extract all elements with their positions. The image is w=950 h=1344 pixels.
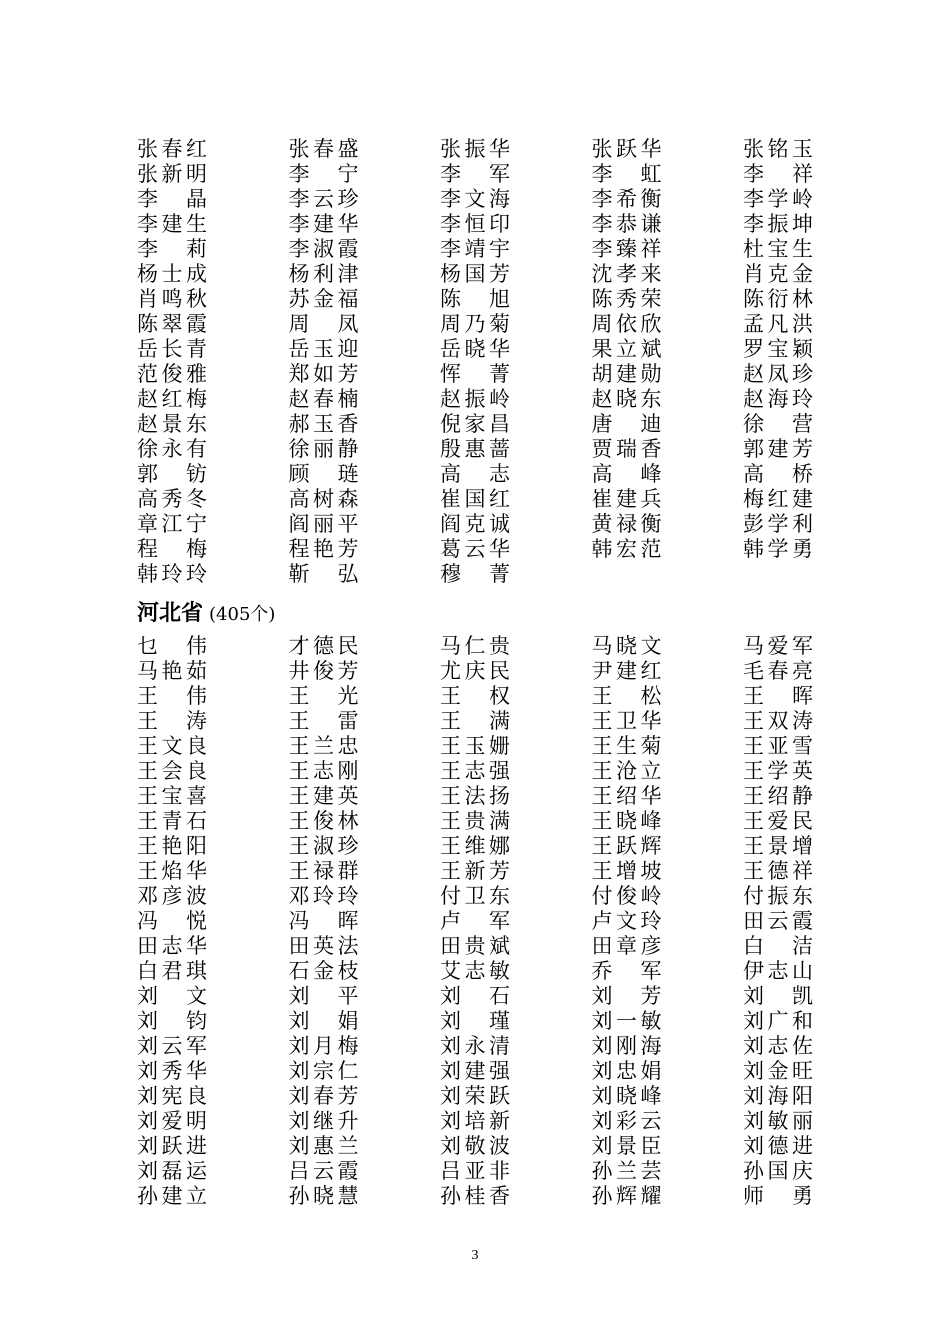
name-entry: 殷惠蔷	[440, 437, 510, 461]
name-entry: 张振华	[440, 137, 510, 161]
name-entry: 王焰华	[137, 859, 207, 883]
name-entry: 刘宗仁	[288, 1059, 359, 1083]
name-entry: 刘云军	[137, 1034, 207, 1058]
name-entry: 卢军	[440, 909, 510, 933]
name-entry: 周乃菊	[440, 312, 510, 336]
name-entry: 王爱民	[743, 809, 813, 833]
name-entry: 王跃辉	[591, 834, 662, 858]
name-entry: 韩玲玲	[137, 562, 207, 586]
name-entry: 崔建兵	[591, 487, 662, 511]
name-entry: 岳晓华	[440, 337, 510, 361]
name-entry: 乜伟	[137, 634, 207, 658]
name-entry: 刘广和	[743, 1009, 813, 1033]
name-entry: 王晓峰	[591, 809, 662, 833]
name-entry: 王满	[440, 709, 510, 733]
name-entry: 靳弘	[288, 562, 359, 586]
name-entry: 陈旭	[440, 287, 510, 311]
name-entry: 赵凤珍	[743, 362, 813, 386]
name-entry: 崔国红	[440, 487, 510, 511]
name-entry: 刘德进	[743, 1134, 813, 1158]
name-entry: 邓彦波	[137, 884, 207, 908]
name-entry: 王学英	[743, 759, 813, 783]
name-entry: 韩宏范	[591, 537, 662, 561]
name-entry: 高树森	[288, 487, 359, 511]
name-entry: 师勇	[743, 1184, 813, 1208]
name-entry: 高桥	[743, 462, 813, 486]
name-entry: 李军	[440, 162, 510, 186]
province-title: 河北省	[137, 601, 204, 626]
name-entry: 马艳茹	[137, 659, 207, 683]
name-entry: 刘敬波	[440, 1134, 510, 1158]
name-entry: 孙辉耀	[591, 1184, 662, 1208]
name-entry: 王亚雪	[743, 734, 813, 758]
name-entry: 李臻祥	[591, 237, 662, 261]
name-entry: 刘秀华	[137, 1059, 207, 1083]
name-entry: 王光	[288, 684, 359, 708]
name-entry: 陈秀荣	[591, 287, 662, 311]
name-entry: 王绍静	[743, 784, 813, 808]
name-entry: 王涛	[137, 709, 207, 733]
name-entry: 才德民	[288, 634, 359, 658]
name-entry: 陈衍林	[743, 287, 813, 311]
name-entry: 李虹	[591, 162, 662, 186]
name-entry: 程艳芳	[288, 537, 359, 561]
name-entry: 章江宁	[137, 512, 207, 536]
name-entry: 梅红建	[743, 487, 813, 511]
name-entry: 刘晓峰	[591, 1084, 662, 1108]
name-entry: 卢文玲	[591, 909, 662, 933]
name-entry: 刘荣跃	[440, 1084, 510, 1108]
name-entry: 孟凡洪	[743, 312, 813, 336]
name-entry: 孙晓慧	[288, 1184, 359, 1208]
name-entry: 刘培新	[440, 1109, 510, 1133]
name-entry: 唐迪	[591, 412, 662, 436]
name-entry: 罗宝颖	[743, 337, 813, 361]
name-entry: 伊志山	[743, 959, 813, 983]
name-entry: 赵晓东	[591, 387, 662, 411]
name-entry: 李恭谦	[591, 212, 662, 236]
name-entry: 吕云霞	[288, 1159, 359, 1183]
name-entry: 杨士成	[137, 262, 207, 286]
name-entry: 赵红梅	[137, 387, 207, 411]
name-grid	[137, 137, 813, 587]
name-entry: 刘海阳	[743, 1084, 813, 1108]
name-entry: 沈孝来	[591, 262, 662, 286]
province-count: (405个)	[209, 604, 276, 625]
name-entry: 李建华	[288, 212, 359, 236]
name-entry: 付俊岭	[591, 884, 662, 908]
name-entry: 刘文	[137, 984, 207, 1008]
section-heading	[137, 596, 275, 626]
name-entry: 高志	[440, 462, 510, 486]
name-entry: 田贵斌	[440, 934, 510, 958]
name-entry: 刘凯	[743, 984, 813, 1008]
name-entry: 李希衡	[591, 187, 662, 211]
name-entry: 王德祥	[743, 859, 813, 883]
name-entry: 胡建勋	[591, 362, 662, 386]
name-entry: 苏金福	[288, 287, 359, 311]
name-entry: 邓玲玲	[288, 884, 359, 908]
name-list-hebei	[137, 634, 813, 1209]
name-entry: 刘彩云	[591, 1109, 662, 1133]
name-entry: 杨利津	[288, 262, 359, 286]
name-entry: 王法扬	[440, 784, 510, 808]
name-entry: 贾瑞香	[591, 437, 662, 461]
name-entry: 郝玉香	[288, 412, 359, 436]
name-entry: 刘钧	[137, 1009, 207, 1033]
name-entry: 刘一敏	[591, 1009, 662, 1033]
name-entry: 阎克诚	[440, 512, 510, 536]
name-entry: 刘建强	[440, 1059, 510, 1083]
name-entry: 张铭玉	[743, 137, 813, 161]
name-entry: 刘平	[288, 984, 359, 1008]
name-entry: 王权	[440, 684, 510, 708]
page-number: 3	[471, 1248, 479, 1263]
name-entry: 张春盛	[288, 137, 359, 161]
name-entry: 赵春楠	[288, 387, 359, 411]
name-entry: 郑如芳	[288, 362, 359, 386]
name-entry: 王绍华	[591, 784, 662, 808]
name-entry: 王淑珍	[288, 834, 359, 858]
name-entry: 王伟	[137, 684, 207, 708]
name-entry: 郭钫	[137, 462, 207, 486]
name-entry: 乔军	[591, 959, 662, 983]
name-entry: 李建生	[137, 212, 207, 236]
name-entry: 孙兰芸	[591, 1159, 662, 1183]
name-entry: 张新明	[137, 162, 207, 186]
name-entry: 李振坤	[743, 212, 813, 236]
name-entry: 刘磊运	[137, 1159, 207, 1183]
name-entry: 王玉姗	[440, 734, 510, 758]
name-entry: 井俊芳	[288, 659, 359, 683]
name-entry: 毛春亮	[743, 659, 813, 683]
name-entry: 刘月梅	[288, 1034, 359, 1058]
name-entry: 王兰忠	[288, 734, 359, 758]
name-entry: 黄禄衡	[591, 512, 662, 536]
name-grid	[137, 634, 813, 1209]
name-entry: 付振东	[743, 884, 813, 908]
name-entry: 马仁贵	[440, 634, 510, 658]
name-entry: 刘爱明	[137, 1109, 207, 1133]
name-entry: 吕亚非	[440, 1159, 510, 1183]
name-entry: 王生菊	[591, 734, 662, 758]
name-entry: 尤庆民	[440, 659, 510, 683]
name-entry: 李恒印	[440, 212, 510, 236]
name-entry: 刘继升	[288, 1109, 359, 1133]
name-entry: 徐丽静	[288, 437, 359, 461]
name-entry: 刘刚海	[591, 1034, 662, 1058]
name-entry: 马晓文	[591, 634, 662, 658]
name-entry: 李靖宇	[440, 237, 510, 261]
name-entry: 彭学利	[743, 512, 813, 536]
name-entry: 刘忠娟	[591, 1059, 662, 1083]
name-entry: 李云珍	[288, 187, 359, 211]
name-entry: 赵海玲	[743, 387, 813, 411]
name-entry: 陈翠霞	[137, 312, 207, 336]
name-entry: 王会良	[137, 759, 207, 783]
name-entry: 田章彦	[591, 934, 662, 958]
name-entry: 杜宝生	[743, 237, 813, 261]
name-entry: 顾琏	[288, 462, 359, 486]
name-entry: 王贵满	[440, 809, 510, 833]
name-entry: 刘宪良	[137, 1084, 207, 1108]
name-entry: 王新芳	[440, 859, 510, 883]
name-entry: 冯晖	[288, 909, 359, 933]
name-entry: 刘跃进	[137, 1134, 207, 1158]
name-list-continued	[137, 137, 813, 587]
name-entry: 王晖	[743, 684, 813, 708]
name-entry: 李莉	[137, 237, 207, 261]
name-entry: 石金枝	[288, 959, 359, 983]
name-entry: 艾志敏	[440, 959, 510, 983]
name-entry: 刘芳	[591, 984, 662, 1008]
name-entry: 李宁	[288, 162, 359, 186]
name-entry: 田志华	[137, 934, 207, 958]
name-entry: 葛云华	[440, 537, 510, 561]
name-entry: 王宝喜	[137, 784, 207, 808]
name-entry: 张跃华	[591, 137, 662, 161]
name-entry: 王志刚	[288, 759, 359, 783]
name-entry: 孙国庆	[743, 1159, 813, 1183]
name-entry: 肖克金	[743, 262, 813, 286]
name-entry: 刘瑾	[440, 1009, 510, 1033]
name-entry: 王沧立	[591, 759, 662, 783]
name-entry: 王景增	[743, 834, 813, 858]
name-entry: 高峰	[591, 462, 662, 486]
name-entry: 杨国芳	[440, 262, 510, 286]
name-entry: 田云霞	[743, 909, 813, 933]
name-entry: 尹建红	[591, 659, 662, 683]
name-entry: 倪家昌	[440, 412, 510, 436]
name-entry: 李晶	[137, 187, 207, 211]
name-entry: 程梅	[137, 537, 207, 561]
name-entry: 王增坡	[591, 859, 662, 883]
name-entry: 王俊林	[288, 809, 359, 833]
name-entry: 穆菁	[440, 562, 510, 586]
name-entry: 恽菁	[440, 362, 510, 386]
name-entry: 刘永清	[440, 1034, 510, 1058]
name-entry: 果立斌	[591, 337, 662, 361]
name-entry: 刘金旺	[743, 1059, 813, 1083]
name-entry: 孙桂香	[440, 1184, 510, 1208]
name-entry: 徐永有	[137, 437, 207, 461]
name-entry: 赵景东	[137, 412, 207, 436]
name-entry: 周依欣	[591, 312, 662, 336]
name-entry: 刘景臣	[591, 1134, 662, 1158]
name-entry: 岳长青	[137, 337, 207, 361]
name-entry: 田英法	[288, 934, 359, 958]
name-entry: 王禄群	[288, 859, 359, 883]
name-entry: 刘春芳	[288, 1084, 359, 1108]
name-entry: 李文海	[440, 187, 510, 211]
name-entry: 李学岭	[743, 187, 813, 211]
name-entry: 赵振岭	[440, 387, 510, 411]
name-entry: 王艳阳	[137, 834, 207, 858]
name-entry: 郭建芳	[743, 437, 813, 461]
name-entry: 王雷	[288, 709, 359, 733]
name-entry: 王青石	[137, 809, 207, 833]
name-entry: 马爱军	[743, 634, 813, 658]
name-entry: 王双涛	[743, 709, 813, 733]
name-entry: 张春红	[137, 137, 207, 161]
name-entry: 孙建立	[137, 1184, 207, 1208]
name-entry: 王志强	[440, 759, 510, 783]
name-entry: 王建英	[288, 784, 359, 808]
name-entry: 阎丽平	[288, 512, 359, 536]
name-entry: 周凤	[288, 312, 359, 336]
name-entry: 刘石	[440, 984, 510, 1008]
name-entry: 王维娜	[440, 834, 510, 858]
name-entry: 刘志佐	[743, 1034, 813, 1058]
name-entry: 岳玉迎	[288, 337, 359, 361]
name-entry: 王松	[591, 684, 662, 708]
name-entry: 王卫华	[591, 709, 662, 733]
name-entry: 韩学勇	[743, 537, 813, 561]
name-entry: 付卫东	[440, 884, 510, 908]
name-entry: 王文良	[137, 734, 207, 758]
name-entry: 李祥	[743, 162, 813, 186]
name-entry: 白洁	[743, 934, 813, 958]
name-entry: 范俊雅	[137, 362, 207, 386]
name-entry: 冯悦	[137, 909, 207, 933]
name-entry: 肖鸣秋	[137, 287, 207, 311]
name-entry: 徐营	[743, 412, 813, 436]
name-entry: 李淑霞	[288, 237, 359, 261]
name-entry: 刘敏丽	[743, 1109, 813, 1133]
name-entry: 刘娟	[288, 1009, 359, 1033]
name-entry: 白君琪	[137, 959, 207, 983]
name-entry: 刘惠兰	[288, 1134, 359, 1158]
name-entry: 高秀冬	[137, 487, 207, 511]
